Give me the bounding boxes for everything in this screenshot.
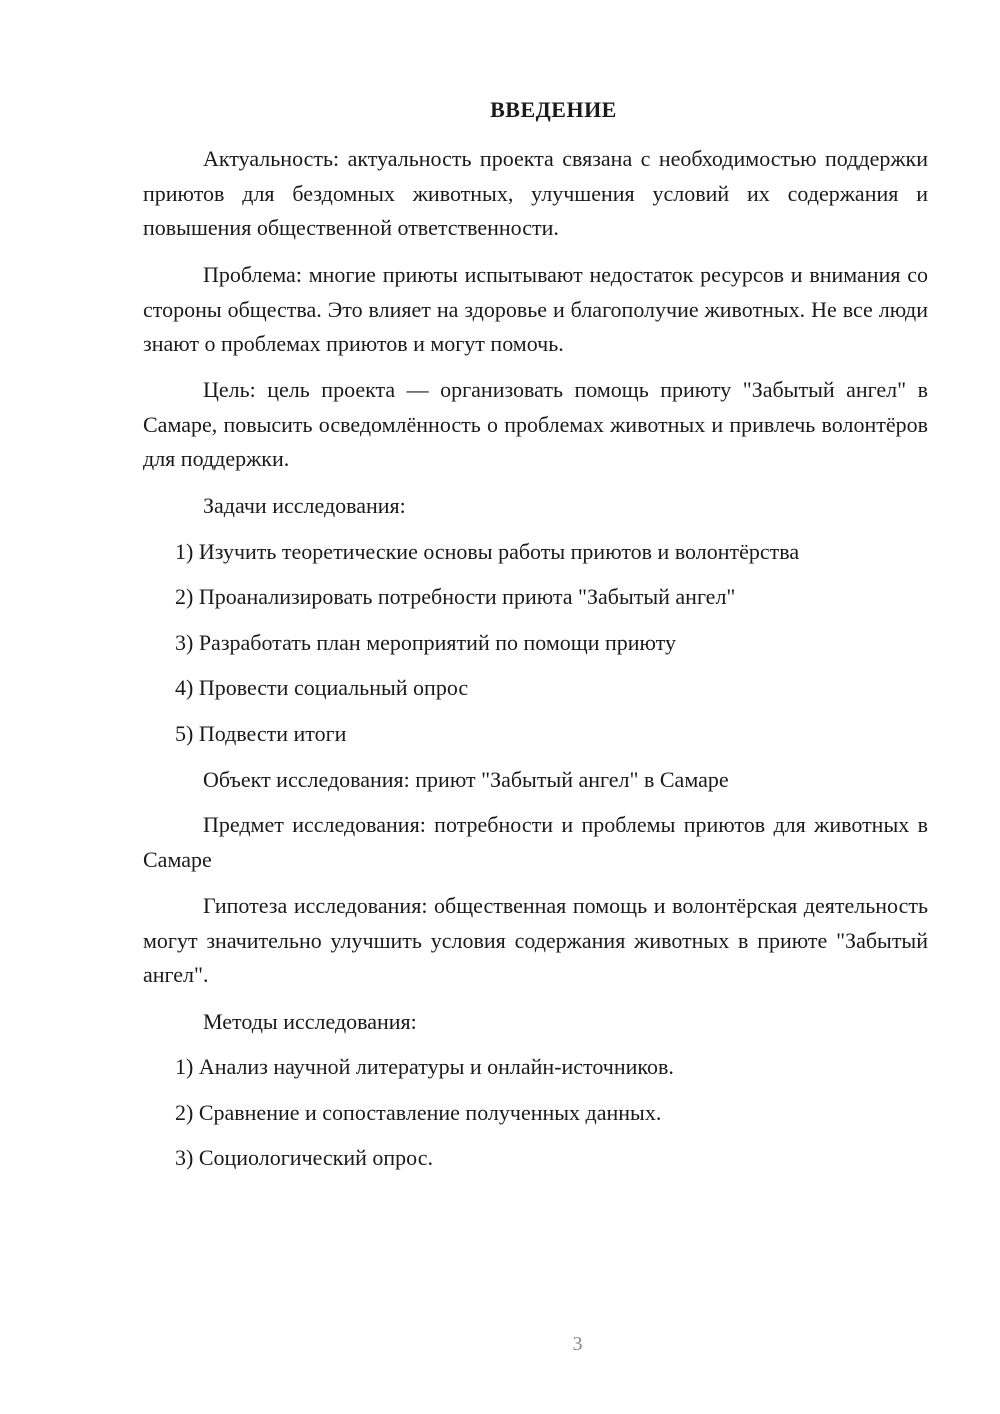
section-heading: ВВЕДЕНИЕ [490, 97, 617, 122]
document-page [143, 0, 928, 1414]
method-item-2: 2) Сравнение и сопоставление полученных данных. [175, 1100, 662, 1125]
tasks-label: Задачи исследования: [203, 493, 406, 518]
page-number: 3 [572, 1333, 583, 1355]
paragraph-hypothesis: Гипотеза исследования: общественная помощь и волонтёрская деятельность могут значительно улучшить условия содержания животных в приюте "Забытый ангел". [143, 893, 928, 987]
paragraph-goal: Цель: цель проекта — организовать помощь приюту "Забытый ангел" в Самаре, повысить осведомлённость о проблемах животных и привлечь волонтёров для поддержки. [143, 377, 928, 471]
task-item-1: 1) Изучить теоретические основы работы приютов и волонтёрства [175, 539, 800, 564]
method-item-1: 1) Анализ научной литературы и онлайн-источников. [175, 1054, 674, 1079]
task-item-4: 4) Провести социальный опрос [175, 675, 469, 700]
paragraph-problem: Проблема: многие приюты испытывают недостаток ресурсов и внимания со стороны общества. Это влияет на здоровье и благополучие животных. Не все люди знают о проблемах приютов и могут помочь. [143, 262, 928, 356]
task-item-2: 2) Проанализировать потребности приюта "Забытый ангел" [175, 584, 736, 609]
task-item-3: 3) Разработать план мероприятий по помощи приюту [175, 630, 676, 655]
paragraph-object: Объект исследования: приют "Забытый ангел" в Самаре [203, 767, 729, 792]
paragraph-subject: Предмет исследования: потребности и проблемы приютов для животных в Самаре [143, 812, 928, 872]
task-item-5: 5) Подвести итоги [175, 721, 347, 746]
methods-label: Методы исследования: [203, 1009, 417, 1034]
method-item-3: 3) Социологический опрос. [175, 1145, 433, 1170]
paragraph-relevance: Актуальность: актуальность проекта связана с необходимостью поддержки приютов для бездомных животных, улучшения условий их содержания и повышения общественной ответственности. [143, 146, 928, 240]
